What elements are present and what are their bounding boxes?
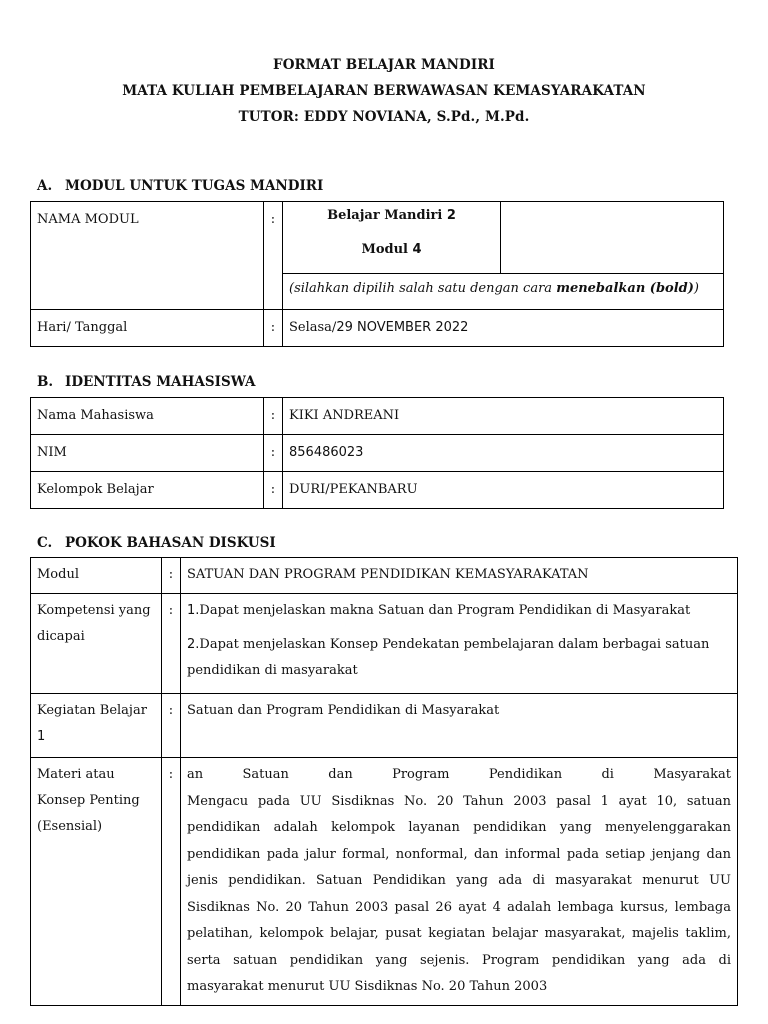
section-letter: C. <box>37 535 53 551</box>
materi-label <box>31 758 162 1006</box>
section-letter: B. <box>37 374 54 390</box>
modul-number: 4 <box>412 242 422 257</box>
module-choice-empty-cell[interactable] <box>501 202 724 274</box>
kegiatan-value[interactable]: Satuan dan Program Pendidikan di Masyarakat <box>181 694 738 758</box>
study-group-value[interactable]: DURI/PEKANBARU <box>283 472 724 509</box>
modul-label: Modul <box>361 242 413 257</box>
colon: : <box>264 472 283 509</box>
hari-label: Hari/ Tanggal <box>31 310 264 347</box>
materi-label-line: Konsep Penting <box>37 793 140 808</box>
module-choice-cell[interactable] <box>283 202 501 274</box>
heading-word: Pendidikan <box>488 767 563 782</box>
tutor-line: TUTOR: EDDY NOVIANA, S.Pd., M.Pd. <box>238 109 530 125</box>
heading-word: dan <box>328 767 353 782</box>
materi-body: Mengacu pada UU Sisdiknas No. 20 Tahun 2003 pasal 1 ayat 10, satuan pendidikan adalah kelompok layanan pendidikan yang menyelenggarakan pendidikan pada jalur formal, nonformal, dan informal pada setiap jenjang dan jenis pendidikan. Satuan Pendidikan yang ada di masyarakat menurut UU Sisdiknas No. 20 Tahun 2003 pasal 26 ayat 4 adalah lembaga kursus, lembaga pelatihan, kelompok belajar, pusat kegiatan belajar masyarakat, majelis taklim, serta satuan pendidikan yang sejenis. Program pendidikan yang ada di masyarakat menurut UU Sisdiknas No. 20 Tahun 2003 <box>187 793 731 994</box>
section-title-text: POKOK BAHASAN DISKUSI <box>65 535 276 551</box>
heading-word: an <box>187 767 204 782</box>
nama-modul-label: NAMA MODUL <box>31 202 264 310</box>
colon: : <box>162 758 181 1006</box>
belajar-mandiri-number: 2 <box>446 208 456 223</box>
note-text: (silahkan dipilih salah satu dengan cara <box>289 281 557 296</box>
kegiatan-label-line: Kegiatan Belajar <box>37 703 147 718</box>
heading-word: di <box>601 767 614 782</box>
competency-number: 1. <box>187 603 200 618</box>
colon: : <box>162 594 181 694</box>
heading-word: Masyarakat <box>653 767 731 782</box>
competency-text: Dapat menjelaskan Konsep Pendekatan pembelajaran dalam berbagai satuan pendidikan di masyarakat <box>187 637 710 678</box>
section-c-title <box>37 535 276 551</box>
competency-item <box>187 598 731 624</box>
date-text: 29 NOVEMBER 2022 <box>336 320 469 335</box>
section-letter: A. <box>37 178 53 194</box>
note-bold: menebalkan (bold) <box>556 281 694 296</box>
student-identity-table <box>30 397 724 509</box>
competency-number: 2. <box>187 637 200 652</box>
discussion-table <box>30 557 738 1006</box>
colon: : <box>162 694 181 758</box>
heading-word: Satuan <box>242 767 289 782</box>
doc-title: FORMAT BELAJAR MANDIRI <box>273 57 495 73</box>
modul-row-value[interactable]: SATUAN DAN PROGRAM PENDIDIKAN KEMASYARAKATAN <box>181 558 738 594</box>
materi-label-line: (Esensial) <box>37 819 103 834</box>
belajar-mandiri-label: Belajar Mandiri <box>327 208 447 223</box>
modul-row-label: Modul <box>31 558 162 594</box>
note-suffix: ) <box>693 281 699 296</box>
materi-value[interactable] <box>181 758 738 1006</box>
student-name-value[interactable]: KIKI ANDREANI <box>283 398 724 435</box>
kompetensi-label <box>31 594 162 694</box>
competency-text: Dapat menjelaskan makna Satuan dan Program Pendidikan di Masyarakat <box>199 603 691 618</box>
module-table <box>30 201 724 347</box>
colon: : <box>264 310 283 347</box>
hari-value[interactable] <box>283 310 724 347</box>
student-name-label: Nama Mahasiswa <box>31 398 264 435</box>
document-header <box>0 52 768 130</box>
section-b-title <box>37 374 255 390</box>
kompetensi-value[interactable] <box>181 594 738 694</box>
competency-item <box>187 632 731 684</box>
materi-heading <box>187 762 731 789</box>
section-title-text: IDENTITAS MAHASISWA <box>65 374 256 390</box>
colon: : <box>264 202 283 310</box>
section-title-text: MODUL UNTUK TUGAS MANDIRI <box>65 178 324 194</box>
day-text: Selasa/ <box>289 320 337 335</box>
section-a-title <box>37 178 323 194</box>
materi-label-line: Materi atau <box>37 767 115 782</box>
kegiatan-label <box>31 694 162 758</box>
kompetensi-label-line: dicapai <box>37 629 85 644</box>
nim-label: NIM <box>31 435 264 472</box>
kompetensi-label-line: Kompetensi yang <box>37 603 151 618</box>
nim-value[interactable]: 856486023 <box>283 435 724 472</box>
bold-note <box>283 274 724 310</box>
study-group-label: Kelompok Belajar <box>31 472 264 509</box>
colon: : <box>264 398 283 435</box>
colon: : <box>162 558 181 594</box>
course-title: MATA KULIAH PEMBELAJARAN BERWAWASAN KEMASYARAKATAN <box>122 83 646 99</box>
colon: : <box>264 435 283 472</box>
kegiatan-label-number: 1 <box>37 729 46 744</box>
heading-word: Program <box>392 767 450 782</box>
